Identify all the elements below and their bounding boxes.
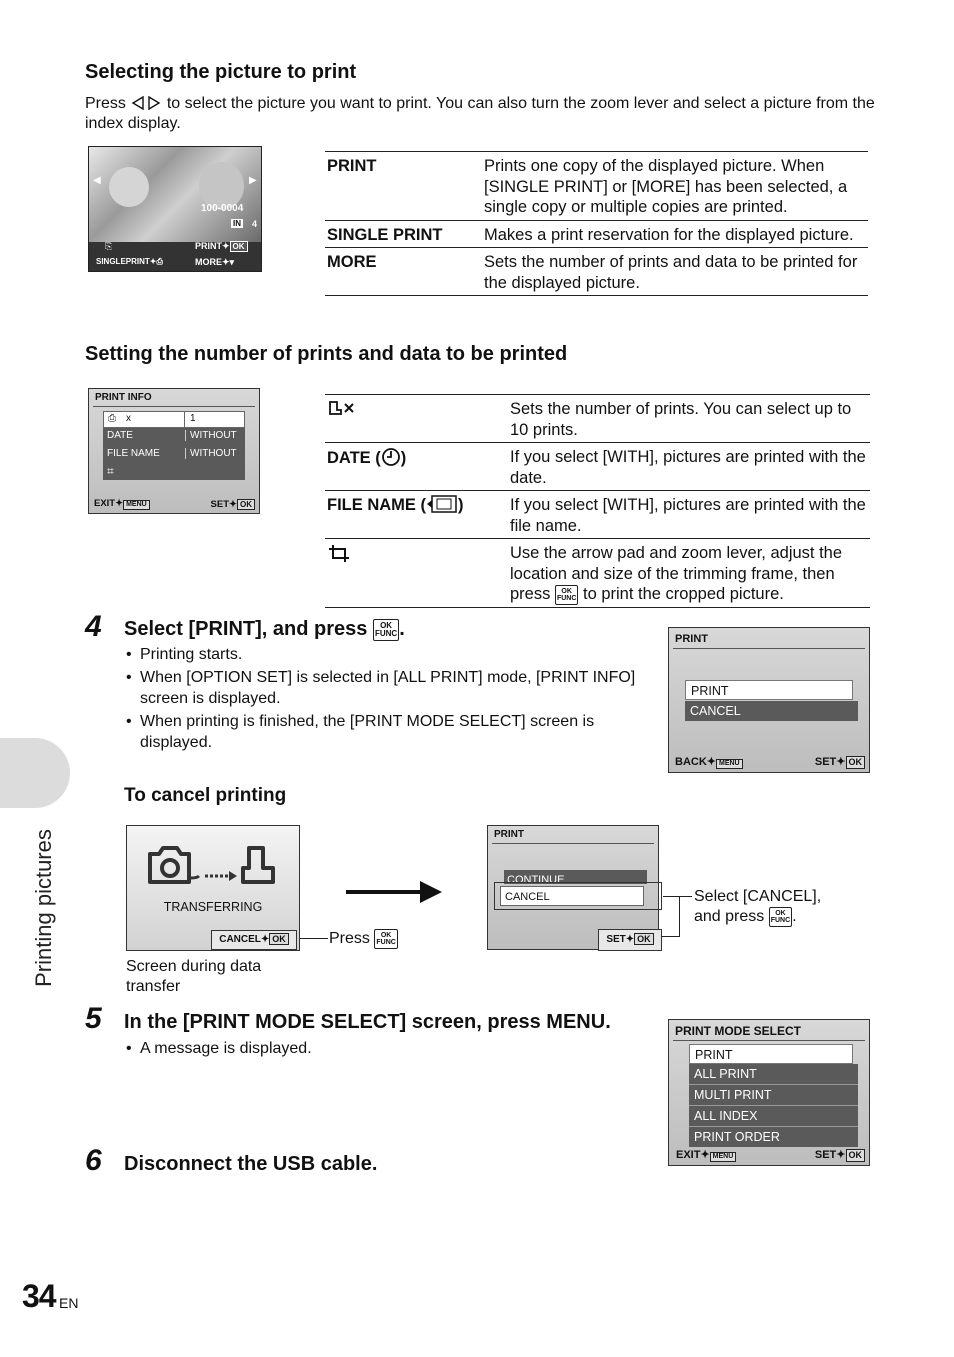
page-language: EN <box>59 1295 79 1311</box>
menu-item-continue[interactable]: CONTINUE <box>504 870 647 884</box>
prev-arrow-icon: ◀ <box>93 175 101 186</box>
select-cancel-callout: Select [CANCEL], and press OK FUNC . <box>694 888 822 926</box>
section-heading-select-picture: Selecting the picture to print <box>85 61 357 83</box>
screen-title: PRINT <box>494 829 524 840</box>
left-right-arrow-icon <box>130 96 162 110</box>
section-heading-number-of-prints: Setting the number of prints and data to be printed <box>85 343 568 365</box>
table-row: Use the arrow pad and zoom lever, adjust the location and size of the trimming frame, then press OK FUNC to print the cropped picture. <box>325 539 870 608</box>
table-row: FILE NAME ( ) If you select [WITH], pictures are printed with the file name. <box>325 491 870 539</box>
page-number: 34 <box>22 1278 56 1314</box>
menu-item-cancel[interactable]: CANCEL <box>500 886 644 906</box>
clock-icon <box>381 447 401 467</box>
list-item: • Printing starts. <box>140 645 650 666</box>
menu-item-multi-print[interactable]: MULTI PRINT <box>689 1085 858 1106</box>
menu-item-cancel[interactable]: CANCEL <box>685 701 858 721</box>
print-copies-icon: ⎙ <box>108 413 116 424</box>
step-number-5: 5 <box>85 1002 102 1035</box>
print-options-table <box>325 151 868 296</box>
screen-title: PRINT MODE SELECT <box>675 1024 802 1038</box>
list-item: • A message is displayed. <box>140 1039 620 1060</box>
ok-func-button-icon: OK FUNC <box>373 619 399 641</box>
transferring-screen <box>126 825 300 951</box>
side-tab <box>0 738 70 808</box>
set-ok-label: SET✦ OK <box>815 755 865 769</box>
callout-line <box>680 896 692 897</box>
section-intro: Press to select the picture you want to print. You can also turn the zoom lever and select a picture from the index display. <box>85 95 875 132</box>
transfer-caption: Screen during data transfer <box>126 958 262 995</box>
print-info-title: PRINT INFO <box>95 392 152 403</box>
camera-to-printer-icon <box>145 842 285 890</box>
screen-title: PRINT <box>675 633 708 645</box>
exit-menu-label: EXIT✦ MENU <box>94 498 150 510</box>
transferring-label: TRANSFERRING <box>163 900 263 914</box>
menu-item-all-print[interactable]: ALL PRINT <box>689 1064 858 1085</box>
cancel-ok-button[interactable]: CANCEL✦ OK <box>211 930 297 950</box>
step-number-6: 6 <box>85 1144 102 1177</box>
print-copies-icon <box>327 399 357 417</box>
file-number: 100-0004 <box>201 203 244 214</box>
photo-face-1 <box>109 167 149 207</box>
ok-func-button-icon: OK FUNC <box>555 585 578 605</box>
multi-print-icon: ⎘ <box>105 241 113 251</box>
ok-func-button-icon: OK FUNC <box>769 907 792 927</box>
step5-title: In the [PRINT MODE SELECT] screen, press MENU. <box>124 1011 611 1033</box>
memory-in-badge: IN <box>233 219 241 228</box>
cancel-printing-heading: To cancel printing <box>124 785 287 806</box>
trim-icon <box>327 543 351 563</box>
callout-line <box>661 936 680 937</box>
table-row: Sets the number of prints. You can select up to 10 prints. <box>325 395 870 443</box>
next-arrow-icon: ▶ <box>249 175 257 186</box>
frame-count: 4 <box>252 219 258 229</box>
menu-item-print[interactable]: PRINT <box>689 1044 853 1064</box>
step4-title: Select [PRINT], and press OK FUNC . <box>124 618 405 640</box>
menu-item-print-order[interactable]: PRINT ORDER <box>689 1127 858 1147</box>
print-info-table <box>325 394 870 608</box>
table-row: MORE Sets the number of prints and data to be printed for the displayed picture. <box>325 248 868 296</box>
step6-title: Disconnect the USB cable. <box>124 1153 378 1175</box>
right-arrow-icon <box>346 878 444 906</box>
more-label: MORE✦▾ <box>195 257 235 267</box>
print-cancel-screen <box>487 825 659 950</box>
ok-func-button-icon: OK FUNC <box>374 929 397 949</box>
step-number-4: 4 <box>85 610 102 643</box>
side-tab-label: Printing pictures <box>31 829 56 987</box>
set-ok-button[interactable]: SET✦ OK <box>598 929 662 951</box>
print-mode-select-screen <box>668 1019 870 1166</box>
table-row: PRINT Prints one copy of the displayed picture. When [SINGLE PRINT] or [MORE] has been selected, a single copy or multiple copies are printed. <box>325 152 868 221</box>
print-confirm-screen <box>668 627 870 773</box>
copies-row: ⎙ x 1 <box>103 411 245 428</box>
callout-line <box>300 938 328 939</box>
callout-line <box>663 896 679 897</box>
back-menu-label: BACK✦ MENU <box>675 755 743 769</box>
menu-item-all-index[interactable]: ALL INDEX <box>689 1106 858 1127</box>
menu-item-print[interactable]: PRINT <box>685 680 853 700</box>
list-item: • When [OPTION SET] is selected in [ALL PRINT] mode, [PRINT INFO] screen is displayed. <box>140 668 650 709</box>
print-info-rows: DATE WITHOUT FILE NAME WITHOUT ⌗ <box>103 428 245 480</box>
list-item: • When printing is finished, the [PRINT MODE SELECT] screen is displayed. <box>140 712 650 753</box>
single-print-label: SINGLEPRINT✦⎙ <box>96 257 163 266</box>
camera-playback-screen <box>88 146 262 272</box>
press-ok-callout: Press OK FUNC <box>329 930 396 948</box>
exit-menu-label: EXIT✦ MENU <box>676 1148 736 1162</box>
table-row: SINGLE PRINT Makes a print reservation for the displayed picture. <box>325 220 868 248</box>
print-set-label: PRINT✦ OK <box>195 241 248 252</box>
callout-line <box>679 896 680 936</box>
set-ok-label: SET✦ OK <box>815 1148 865 1162</box>
print-info-screen <box>88 388 260 514</box>
trim-icon: ⌗ <box>107 464 114 478</box>
file-icon <box>426 495 458 513</box>
set-ok-label: SET✦ OK <box>211 499 255 510</box>
table-row: DATE ( ) If you select [WITH], pictures are printed with the date. <box>325 443 870 491</box>
